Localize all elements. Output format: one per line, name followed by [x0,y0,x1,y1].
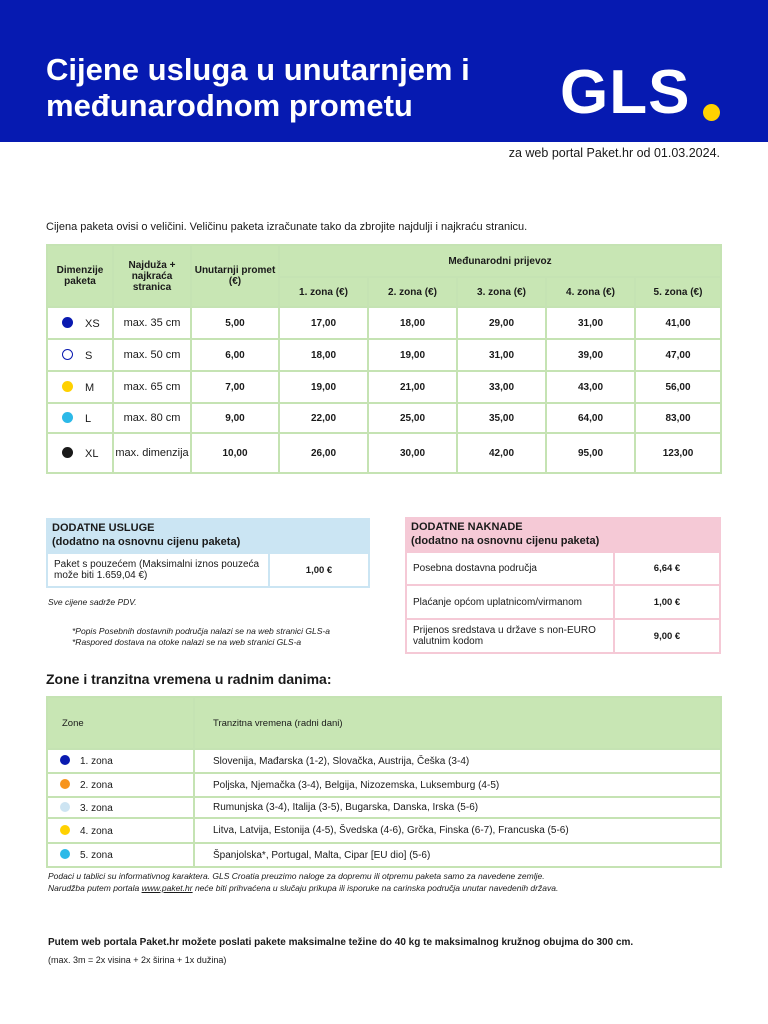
note-line: *Raspored dostava na otoke nalazi se na web stranici GLS-a [72,637,302,647]
zone-label: 4. zona [80,825,113,837]
header-zone-1: 1. zona (€) [279,277,368,307]
zone-cell: 42,00 [457,433,546,473]
gls-logo: GLS [560,58,691,127]
zone-countries: Slovenija, Mađarska (1-2), Slovačka, Austrija, Češka (3-4) [194,749,721,773]
table-row [406,619,720,653]
usluge-title-sub: (dodatno na osnovnu cijenu paketa) [52,536,241,548]
size-label: M [85,381,95,394]
size-cell [47,307,113,339]
zone-cell [47,773,194,797]
naknade-title [405,517,721,551]
footnotes [48,870,558,894]
zones-table [46,696,722,868]
zone-cell [47,818,194,843]
header-zone: Zone [47,697,194,749]
table-row [47,433,721,473]
zone-cell: 33,00 [457,371,546,403]
zone-cell [47,749,194,773]
usluge-label: Paket s pouzećem (Maksimalni iznos pouzeća može biti 1.659,04 €) [47,553,269,587]
price-table [46,244,722,474]
zone-cell: 30,00 [368,433,457,473]
size-label: S [85,349,93,362]
size-label: L [85,412,92,425]
table-row [47,371,721,403]
footnote-text: Narudžba putem portala [48,883,142,893]
dot-icon [62,349,73,360]
header-zone-2: 2. zona (€) [368,277,457,307]
table-row [47,843,721,867]
zone-cell: 35,00 [457,403,546,433]
header-longest: Najduža + najkraća stranica [113,245,191,307]
header-domestic: Unutarnji promet (€) [191,245,279,307]
dim-cell: max. dimenzija [113,433,191,473]
zone-cell: 43,00 [546,371,635,403]
naknade-table [405,551,721,654]
domestic-cell: 6,00 [191,339,279,371]
zone-cell: 39,00 [546,339,635,371]
table-row [47,773,721,797]
note-line: *Popis Posebnih dostavnih područja nalazi se na web stranici GLS-a [72,626,330,636]
zone-cell: 47,00 [635,339,721,371]
zone-dot-icon [60,755,70,765]
naknade-label: Prijenos sredstava u države s non-EURO valutnim kodom [406,619,614,653]
domestic-cell: 10,00 [191,433,279,473]
zone-label: 2. zona [80,780,113,791]
naknade-value: 9,00 € [614,619,720,653]
table-row [47,403,721,433]
zone-dot-icon [60,825,70,835]
zone-cell: 26,00 [279,433,368,473]
dim-cell: max. 50 cm [113,339,191,371]
usluge-title-main: DODATNE USLUGE [52,522,155,534]
naknade-value: 6,64 € [614,552,720,585]
page-title: Cijene usluga u unutarnjem i međunarodnom prometu [46,52,470,123]
zone-countries: Litva, Latvija, Estonija (4-5), Švedska (4-6), Grčka, Finska (6-7), Francuska (5-6) [194,818,721,843]
dim-cell: max. 80 cm [113,403,191,433]
header-transit: Tranzitna vremena (radni dani) [194,697,721,749]
dot-icon [62,412,73,423]
zone-cell: 64,00 [546,403,635,433]
table-row [47,339,721,371]
table-row [47,307,721,339]
zone-dot-icon [60,779,70,789]
table-row [406,552,720,585]
table-row [47,553,369,587]
domestic-cell: 5,00 [191,307,279,339]
naknade-label: Plaćanje općom uplatnicom/virmanom [406,585,614,619]
naknade-title-sub: (dodatno na osnovnu cijenu paketa) [411,535,600,547]
dim-cell: max. 65 cm [113,371,191,403]
zone-cell: 83,00 [635,403,721,433]
size-label: XL [85,447,99,460]
paket-hr-link[interactable]: www.paket.hr [141,883,193,893]
bottom-formula: (max. 3m = 2x visina + 2x širina + 1x dužina) [48,955,227,965]
naknade-title-main: DODATNE NAKNADE [411,521,523,533]
footnote-line: Podaci u tablici su informativnog karaktera. GLS Croatia preuzimo naloge za dopremu ili otpremu paketa samo za navedene zemlje. [48,871,545,881]
size-cell [47,371,113,403]
zone-cell: 95,00 [546,433,635,473]
naknade-value: 1,00 € [614,585,720,619]
table-row [47,818,721,843]
zone-cell: 29,00 [457,307,546,339]
table-row [47,749,721,773]
zone-cell: 17,00 [279,307,368,339]
header-zone-4: 4. zona (€) [546,277,635,307]
header-banner [0,0,768,142]
zone-cell: 19,00 [279,371,368,403]
dot-icon [62,381,73,392]
footnote-text: neće biti prihvaćena u slučaju prikupa ili isporuke na carinska područja unutar navedenih država. [192,883,559,893]
zone-cell: 25,00 [368,403,457,433]
usluge-title [46,518,370,552]
zone-label: 3. zona [80,802,113,814]
dim-cell: max. 35 cm [113,307,191,339]
zone-cell: 31,00 [457,339,546,371]
table-row [406,585,720,619]
footnote-line [48,882,558,894]
zones-heading: Zone i tranzitna vremena u radnim danima: [46,671,332,687]
domestic-cell: 9,00 [191,403,279,433]
zone-countries: Španjolska*, Portugal, Malta, Cipar [EU dio] (5-6) [194,843,721,867]
zone-cell: 41,00 [635,307,721,339]
dodatne-usluge-box [46,518,370,588]
header-dimension: Dimenzije paketa [47,245,113,307]
domestic-cell: 7,00 [191,371,279,403]
zone-label: 1. zona [80,756,113,767]
bottom-note: Putem web portala Paket.hr možete poslati pakete maksimalne težine do 40 kg te maksimalnog kružnog obujma do 300 cm. [48,937,634,948]
size-cell [47,433,113,473]
zone-cell: 19,00 [368,339,457,371]
header-zone-5: 5. zona (€) [635,277,721,307]
table-row [47,797,721,818]
size-cell [47,403,113,433]
zone-cell: 123,00 [635,433,721,473]
vat-note: Sve cijene sadrže PDV. [48,597,137,607]
zone-countries: Rumunjska (3-4), Italija (3-5), Bugarska, Danska, Irska (5-6) [194,797,721,818]
logo-dot-icon [703,104,720,121]
usluge-value: 1,00 € [269,553,369,587]
zone-cell [47,843,194,867]
zone-cell: 22,00 [279,403,368,433]
zone-cell: 56,00 [635,371,721,403]
size-cell [47,339,113,371]
zone-label: 5. zona [80,850,113,861]
intro-text: Cijena paketa ovisi o veličini. Veličinu paketa izračunate tako da zbrojite najdulji i najkraću stranicu. [46,221,528,233]
zone-dot-icon [60,849,70,859]
zone-cell: 31,00 [546,307,635,339]
notes [72,626,330,648]
zone-dot-icon [60,802,70,812]
size-label: XS [85,317,100,330]
subtitle: za web portal Paket.hr od 01.03.2024. [508,146,720,160]
zone-cell: 21,00 [368,371,457,403]
zone-cell: 18,00 [279,339,368,371]
usluge-table [46,552,370,588]
zone-countries: Poljska, Njemačka (3-4), Belgija, Nizozemska, Luksemburg (4-5) [194,773,721,797]
table-header-row [47,697,721,749]
dot-icon [62,447,73,458]
zone-cell: 18,00 [368,307,457,339]
dodatne-naknade-box [405,517,721,654]
dot-icon [62,317,73,328]
naknade-label: Posebna dostavna područja [406,552,614,585]
header-zone-3: 3. zona (€) [457,277,546,307]
zone-cell [47,797,194,818]
header-international: Međunarodni prijevoz [279,245,721,277]
